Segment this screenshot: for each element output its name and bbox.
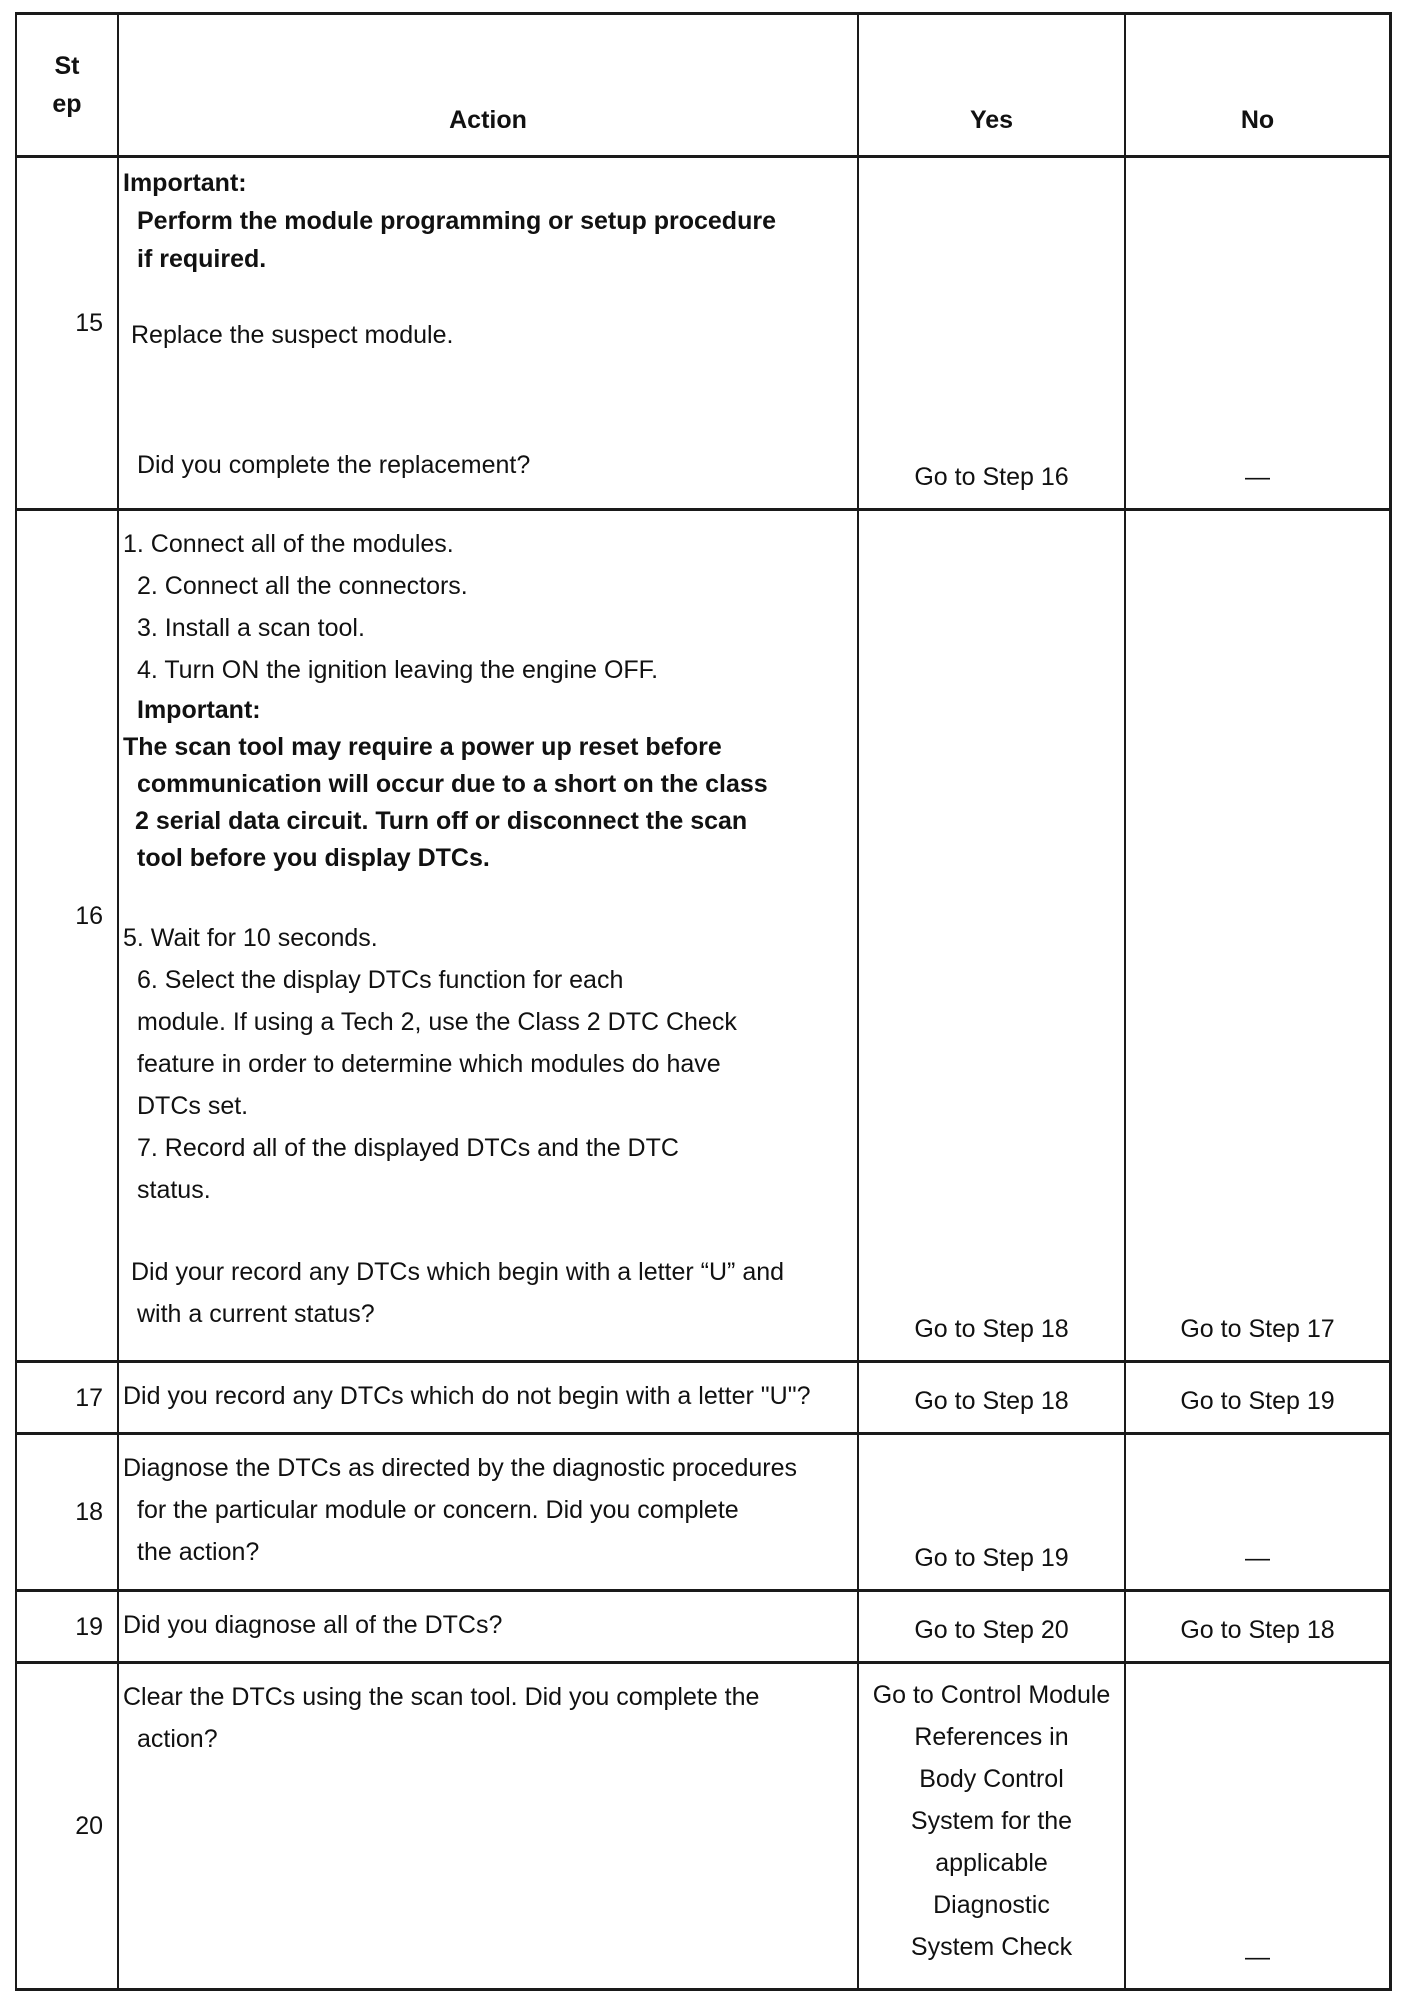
- no-answer: —: [1124, 1661, 1392, 1988]
- no-answer: Go to Step 18: [1124, 1589, 1392, 1661]
- list-item: 2. Connect all the connectors.: [137, 572, 468, 600]
- list-item: module. If using a Tech 2, use the Class 2 DTC Check: [137, 1008, 737, 1036]
- important-text: tool before you display DTCs.: [137, 844, 490, 872]
- action-cell: [117, 1661, 857, 1988]
- important-text: if required.: [137, 245, 267, 273]
- header-step-line2: ep: [52, 90, 82, 118]
- step-number: 20: [15, 1661, 117, 1988]
- table-row-17: [15, 1360, 1392, 1432]
- action-line: Diagnose the DTCs as directed by the diagnostic procedures: [123, 1454, 797, 1482]
- list-item: 4. Turn ON the ignition leaving the engine OFF.: [137, 656, 659, 684]
- header-no: No: [1124, 12, 1392, 155]
- important-text: The scan tool may require a power up reset before: [123, 733, 722, 761]
- yes-answer: Go to Step 19: [857, 1432, 1124, 1589]
- diagnostic-table: [15, 12, 1392, 1991]
- table-row-15: [15, 155, 1392, 508]
- list-item: 1. Connect all of the modules.: [123, 530, 454, 558]
- no-answer: Go to Step 19: [1124, 1360, 1392, 1432]
- step-number: 16: [15, 508, 117, 1360]
- list-item: DTCs set.: [137, 1092, 249, 1120]
- no-answer: —: [1124, 1432, 1392, 1589]
- important-label: Important:: [137, 696, 261, 724]
- list-item: 6. Select the display DTCs function for each: [137, 966, 624, 994]
- yes-answer: Go to Step 18: [857, 508, 1124, 1360]
- list-item: status.: [137, 1176, 211, 1204]
- instruction-text: Replace the suspect module.: [131, 321, 454, 349]
- yes-answer: Go to Step 20: [857, 1589, 1124, 1661]
- header-step: [15, 12, 117, 155]
- action-cell: Did you diagnose all of the DTCs?: [117, 1589, 857, 1661]
- table-row-16: [15, 508, 1392, 1360]
- question-text: Did you complete the replacement?: [137, 451, 531, 479]
- action-cell: [117, 155, 857, 508]
- yes-answer: Go to Step 16: [857, 155, 1124, 508]
- action-cell: [117, 1432, 857, 1589]
- step-number: 17: [15, 1360, 117, 1432]
- header-yes: Yes: [857, 12, 1124, 155]
- yes-answer-line: Diagnostic: [933, 1891, 1050, 1919]
- yes-answer-line: System for the: [910, 1807, 1073, 1835]
- yes-answer-line: Body Control: [919, 1765, 1064, 1793]
- list-item: 7. Record all of the displayed DTCs and the DTC: [137, 1134, 679, 1162]
- yes-answer: Go to Step 18: [857, 1360, 1124, 1432]
- yes-answer: [857, 1661, 1124, 1988]
- yes-answer-line: Go to Control Module: [872, 1681, 1111, 1709]
- important-text: Perform the module programming or setup procedure: [137, 207, 776, 235]
- action-line: Clear the DTCs using the scan tool. Did you complete the: [123, 1683, 760, 1711]
- yes-answer-line: applicable: [935, 1849, 1048, 1877]
- table-row-20: [15, 1661, 1392, 1991]
- yes-answer-line: References in: [914, 1723, 1069, 1751]
- list-item: 5. Wait for 10 seconds.: [123, 924, 378, 952]
- table-row-18: [15, 1432, 1392, 1589]
- important-label: Important:: [123, 169, 247, 197]
- yes-answer-line: System Check: [910, 1933, 1073, 1961]
- no-answer: —: [1124, 155, 1392, 508]
- step-number: 18: [15, 1432, 117, 1589]
- action-cell: Did you record any DTCs which do not begin with a letter "U"?: [117, 1360, 857, 1432]
- list-item: 3. Install a scan tool.: [137, 614, 365, 642]
- header-step-line1: St: [54, 52, 80, 80]
- action-line: action?: [137, 1725, 218, 1753]
- no-answer: Go to Step 17: [1124, 508, 1392, 1360]
- table-header: [15, 12, 1392, 155]
- action-line: for the particular module or concern. Did you complete: [137, 1496, 739, 1524]
- action-cell: [117, 508, 857, 1360]
- question-text: with a current status?: [137, 1300, 375, 1328]
- important-text: communication will occur due to a short on the class: [137, 770, 768, 798]
- step-number: 15: [15, 155, 117, 508]
- action-line: the action?: [137, 1538, 260, 1566]
- header-action: Action: [117, 12, 857, 155]
- question-text: Did your record any DTCs which begin with a letter “U” and: [131, 1258, 785, 1286]
- step-number: 19: [15, 1589, 117, 1661]
- important-text: 2 serial data circuit. Turn off or disconnect the scan: [135, 807, 748, 835]
- list-item: feature in order to determine which modules do have: [137, 1050, 721, 1078]
- table-row-19: [15, 1589, 1392, 1661]
